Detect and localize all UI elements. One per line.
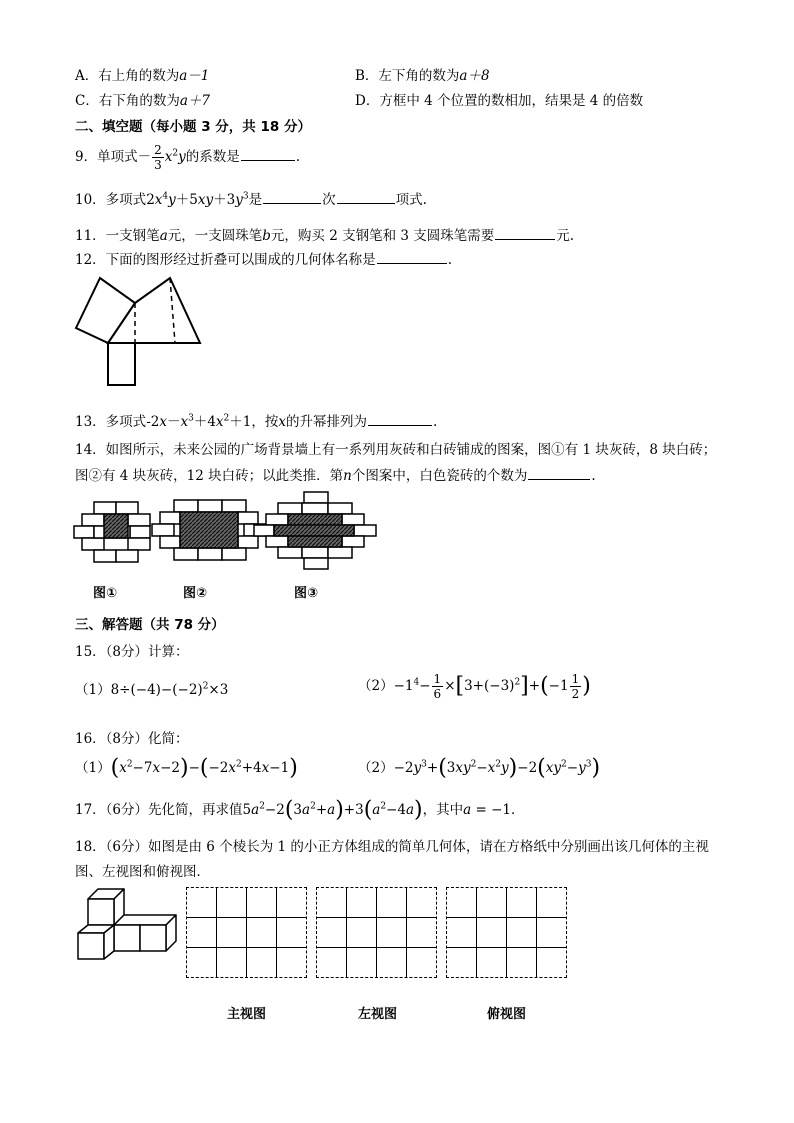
section-3-title: 三、解答题（共 78 分） <box>75 617 225 633</box>
caption-figure-2: 图② <box>183 586 208 601</box>
caption-figure-1: 图① <box>93 586 118 601</box>
question-18-line-1: 18．（6分）如图是由 6 个棱长为 1 的小正方体组成的简单几何体，请在方格纸中分别画出该几何体的主视 <box>75 839 709 855</box>
q13-blank[interactable] <box>368 412 432 426</box>
q14-blank[interactable] <box>528 466 590 480</box>
option-b-expr: a＋8 <box>459 68 490 84</box>
option-b-text: B．左下角的数为 <box>355 68 460 84</box>
prism-net-figure <box>70 268 210 390</box>
question-9: 9．单项式－ $\frac{2}{3}$ $x^2y$的系数是 . <box>75 143 301 172</box>
caption-top-view: 俯视图 <box>487 1007 527 1022</box>
question-15-title: 15．（8分）计算： <box>75 644 189 660</box>
question-10: 10．多项式$2x^4y+5xy+3y^3$是 次 项式. <box>75 191 427 208</box>
brick-figure-3 <box>254 492 376 569</box>
question-18-line-2: 图、左视图和俯视图． <box>75 864 210 880</box>
q9-blank[interactable] <box>241 147 295 161</box>
question-12: 12．下面的图形经过折叠可以围成的几何体名称是 . <box>75 252 452 268</box>
q15-part-1: $(1)8\div(-4)-(-2)^2\times 3$ <box>75 681 229 698</box>
brick-figure-2 <box>152 500 266 560</box>
question-14-line-1: 14．如图所示，未来公园的广场背景墙上有一系列用灰砖和白砖铺成的图案，图①有 1 块灰砖，8 块白砖； <box>75 442 717 458</box>
grid-top-view[interactable] <box>446 887 567 978</box>
option-c-text: C．右下角的数为 <box>75 93 180 109</box>
question-17: 17．（6分）先化简，再求值$5a^2-2(3a^2+a)+3(a^2-4a)$，其中a = −1． <box>75 797 525 823</box>
option-c <box>75 89 210 109</box>
question-13: 13．多项式$-2x-x^3+4x^2+1$，按x的升幂排列为 . <box>75 413 438 430</box>
brick-patterns-figure <box>72 490 392 580</box>
question-11: 11．一支钢笔a元，一支圆珠笔b元，购买 2 支钢笔和 3 支圆珠笔需要 元. <box>75 228 575 244</box>
grid-left-view[interactable] <box>316 887 437 978</box>
q15-part-2: $(2)-1^4-$ $\frac{1}{6}$ $\times[3+(-3)^2]+(-1$ $\frac{1}{2}$ ) <box>358 672 591 701</box>
q11-blank[interactable] <box>495 226 555 240</box>
grid-front-view[interactable] <box>186 887 307 978</box>
option-a <box>75 64 209 84</box>
question-14-line-2: 图②有 4 块灰砖，12 块白砖；以此类推．第n个图案中，白色瓷砖的个数为 . <box>75 468 596 484</box>
option-b <box>355 64 490 84</box>
caption-left-view: 左视图 <box>358 1007 398 1022</box>
caption-figure-3: 图③ <box>294 586 319 601</box>
q10-blank-2[interactable] <box>337 190 395 204</box>
question-16-title: 16．（8分）化简： <box>75 731 189 747</box>
cubes-figure <box>72 885 184 965</box>
option-d <box>355 89 643 109</box>
option-a-text: A．右上角的数为 <box>75 68 180 84</box>
q10-blank-1[interactable] <box>263 190 321 204</box>
q9-pre: 9．单项式－ <box>75 149 152 165</box>
option-a-expr: a－1 <box>179 68 210 84</box>
q16-part-1: $(1)(x^2-7x-2)-(-2x^2+4x-1)$ <box>75 755 298 781</box>
q16-part-2: $(2)-2y^3+(3xy^2-x^2y)-2(xy^2-y^3)$ <box>358 755 601 781</box>
q9-fraction: $\frac{2}{3}$ <box>154 143 162 172</box>
option-d-text: D．方框中 4 个位置的数相加，结果是 4 的倍数 <box>355 93 644 109</box>
caption-front-view: 主视图 <box>227 1007 267 1022</box>
q12-blank[interactable] <box>377 250 447 264</box>
option-c-expr: a＋7 <box>179 93 210 109</box>
section-2-title: 二、填空题（每小题 3 分，共 18 分） <box>75 119 311 135</box>
brick-figure-1 <box>74 502 150 562</box>
